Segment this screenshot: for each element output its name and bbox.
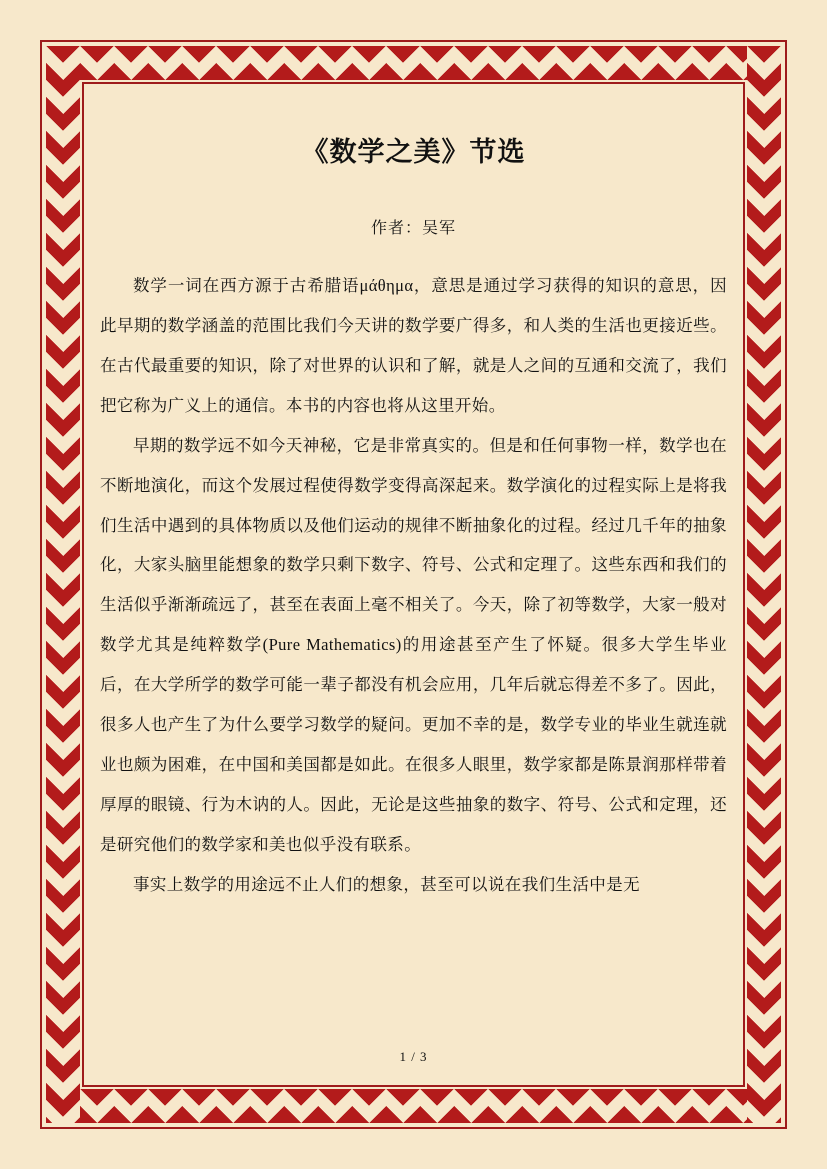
document-content [100,100,727,1069]
author-line: 作者：吴军 [370,220,456,237]
page-number: 1 / 3 [399,1049,428,1064]
zigzag-border-bottom [46,1089,781,1123]
page-title: 《数学之美》节选 [301,137,526,167]
zigzag-border-top [46,46,781,80]
zigzag-border-left [46,46,80,1123]
body-paragraph-2: 早期的数学远不如今天神秘，它是非常真实的。但是和任何事物一样，数学也在不断地演化，而这个发展过程使得数学变得高深起来。数学演化的过程实际上是将我们生活中遇到的具体物质以及他们运动的规律不断抽象化的过程。经过几千年的抽象化，大家头脑里能想象的数学只剩下数字、符号、公式和定理了。这些东西和我们的生活似乎渐渐疏远了，甚至在表面上毫不相关了。今天，除了初等数学，大家一般对数学尤其是纯粹数学(Pure Mathematics)的用途甚至产生了怀疑。很多大学生毕业后，在大学所学的数学可能一辈子都没有机会应用，几年后就忘得差不多了。因此，很多人也产生了为什么要学习数学的疑问。更加不幸的是，数学专业的毕业生就连就业也颇为困难，在中国和美国都是如此。在很多人眼里，数学家都是陈景润那样带着厚厚的眼镜、行为木讷的人。因此，无论是这些抽象的数字、符号、公式和定理，还是研究他们的数学家和美也似乎没有联系。 [100,435,727,854]
body-paragraph-3: 事实上数学的用途远不止人们的想象，甚至可以说在我们生活中是无 [133,874,640,894]
zigzag-border-right [747,46,781,1123]
body-paragraph-1: 数学一词在西方源于古希腊语μάθημα，意思是通过学习获得的知识的意思，因此早期的数学涵盖的范围比我们今天讲的数学要广得多，和人类的生活也更接近些。在古代最重要的知识，除了对世界的认识和了解，就是人之间的互通和交流了，我们把它称为广义上的通信。本书的内容也将从这里开始。 [100,276,727,415]
